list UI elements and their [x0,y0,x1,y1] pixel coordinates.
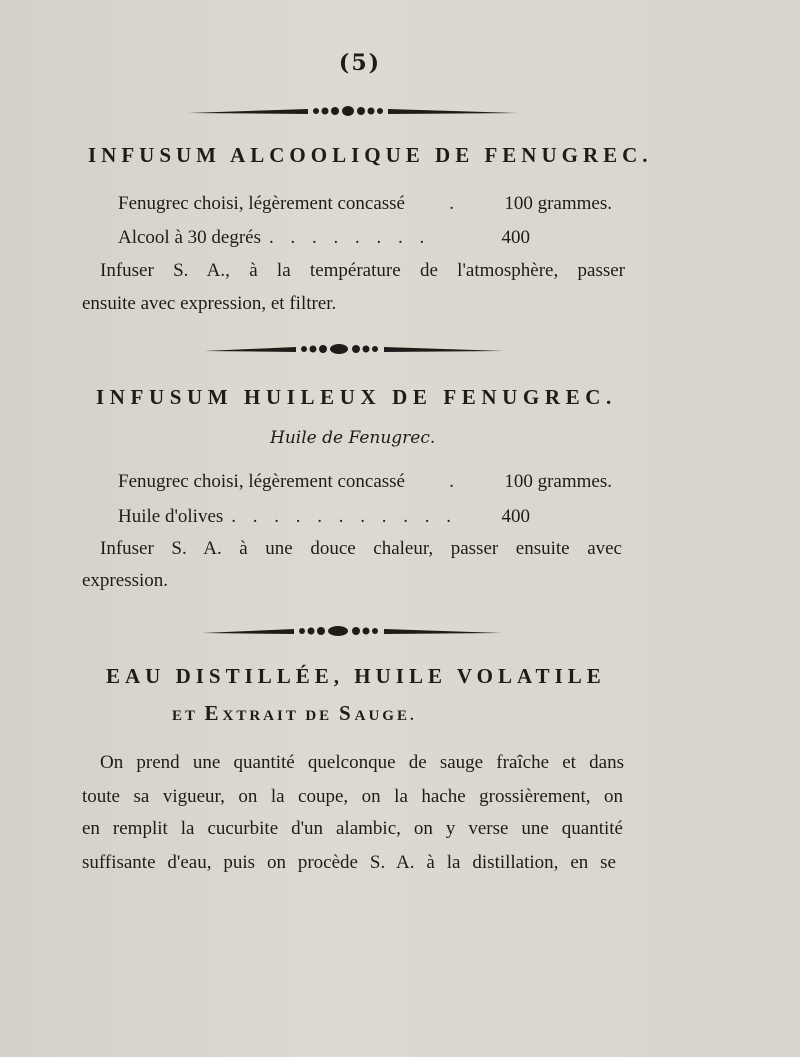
paragraph-line: Infuser S. A. à une douce chaleur, passer ensuite avec [100,538,622,559]
ornamental-divider [204,342,504,356]
paragraph-line: toute sa vigueur, on la coupe, on la hache grossièrement, on [82,786,623,807]
section-title: EAU DISTILLÉE, HUILE VOLATILE [106,664,606,688]
ingredient-quantity: 100 grammes. [504,471,612,492]
recipe-row [118,471,612,493]
subtitle-initial: S [338,701,355,725]
ingredient-quantity: 100 grammes. [504,193,612,214]
paragraph-line: suffisante d'eau, puis on procède S. A. à la distillation, en se [82,852,616,873]
subtitle-word: DE [305,708,333,724]
recipe-row [118,193,612,215]
subtitle-initial: E [204,701,223,725]
ingredient-quantity: 400 [501,506,530,527]
ingredient-label: Fenugrec choisi, légèrement concassé [118,471,405,492]
subtitle-word: XTRAIT [222,708,299,724]
recipe-row [118,506,530,528]
ingredient-quantity: 400 [501,227,530,248]
section-subtitle: Huile de Fenugrec. [270,428,436,448]
section-subtitle [172,701,417,726]
subtitle-word: ET [172,708,198,724]
paragraph-line: expression. [82,570,169,591]
recipe-row [118,227,530,249]
ingredient-label: Huile d'olives [118,506,224,527]
section-title: INFUSUM ALCOOLIQUE DE FENUGREC. [88,143,653,167]
dot-leader: . . . . . . . . [268,227,431,248]
paragraph-line: Infuser S. A., à la température de l'atmosphère, passer [100,260,625,281]
section-title: INFUSUM HUILEUX DE FENUGREC. [96,385,617,409]
dot-leader: . [449,471,461,492]
page-number: (5) [338,50,382,76]
ornamental-divider [188,104,518,118]
ornamental-divider [202,624,502,638]
dot-leader: . [449,193,461,214]
paragraph-line: On prend une quantité quelconque de sauge fraîche et dans [100,752,624,773]
subtitle-word: AUGE. [354,708,417,724]
ingredient-label: Fenugrec choisi, légèrement concassé [118,193,405,214]
paragraph-line: ensuite avec expression, et filtrer. [82,293,337,314]
dot-leader: . . . . . . . . . . . [231,506,458,527]
paragraph-line: en remplit la cucurbite d'un alambic, on y verse une quantité [82,818,623,839]
ingredient-label: Alcool à 30 degrés [118,227,261,248]
